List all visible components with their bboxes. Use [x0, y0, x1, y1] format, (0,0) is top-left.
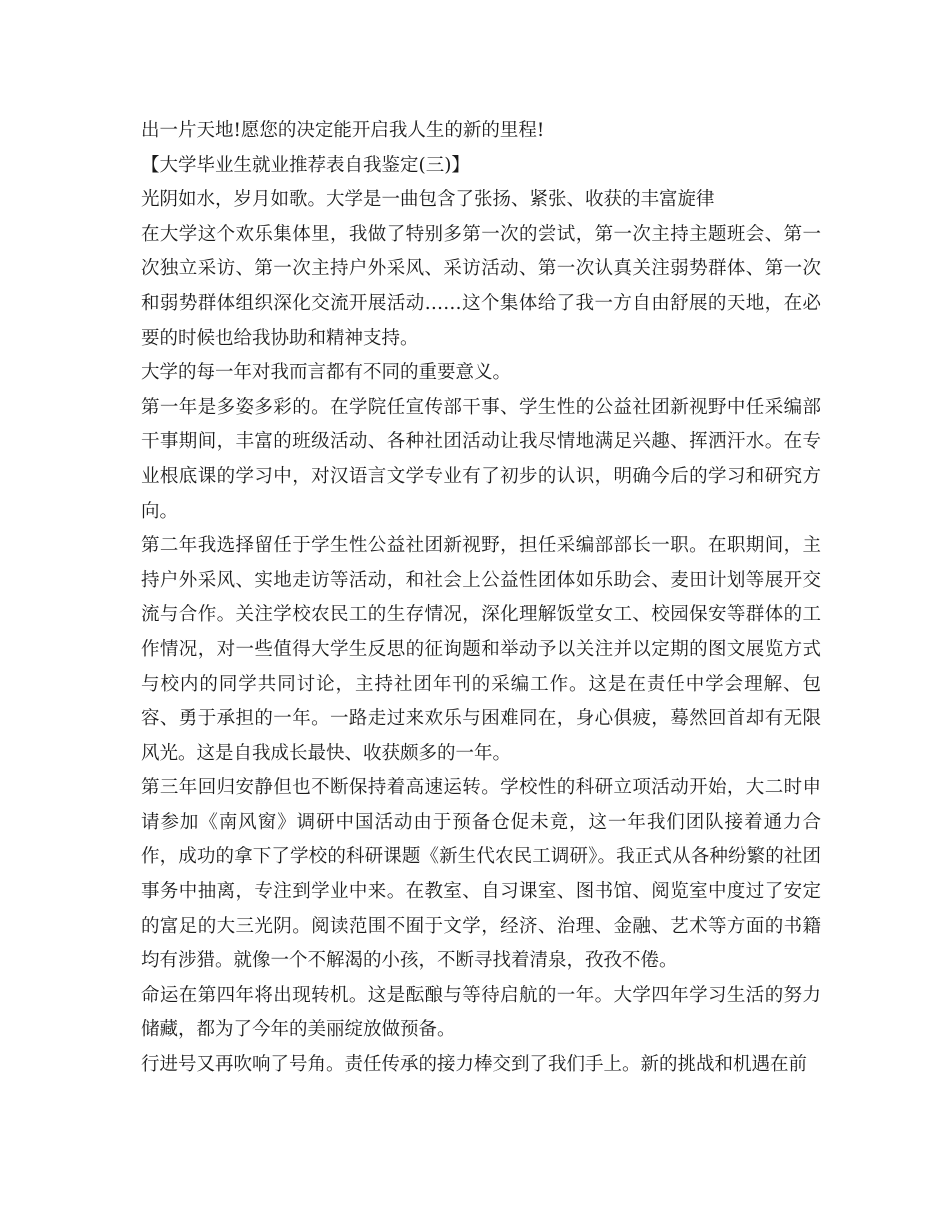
- document-body: [141, 114, 821, 1083]
- section-heading: 【大学毕业生就业推荐表自我鉴定(三)】: [141, 154, 470, 176]
- paragraph-year-two: 第二年我选择留任于学生性公益社团新视野，担任采编部部长一职。在职期间，主持户外采风、实地走访等活动，和社会上公益性团体如乐助会、麦田计划等展开交流与合作。关注学校农民工的生存情况，深化理解饭堂女工、校园保安等群体的工作情况，对一些值得大学生反思的征询题和举动予以关注并以定期的图文展览方式与校内的同学共同讨论，主持社团年刊的采编工作。这是在责任中学会理解、包容、勇于承担的一年。一路走过来欢乐与困难同在，身心俱疲，蓦然回首却有无限风光。这是自我成长最快、收获颇多的一年。: [141, 535, 821, 764]
- paragraph-each-year: 大学的每一年对我而言都有不同的重要意义。: [141, 362, 512, 384]
- paragraph-first-times: 在大学这个欢乐集体里，我做了特别多第一次的尝试，第一次主持主题班会、第一次独立采访、第一次主持户外采风、采访活动、第一次认真关注弱势群体、第一次和弱势群体组织深化交流开展活动……这个集体给了我一方自由舒展的天地，在必要的时候也给我协助和精神支持。: [141, 223, 821, 349]
- paragraph-year-four: 命运在第四年将出现转机。这是酝酿与等待启航的一年。大学四年学习生活的努力储藏，都为了今年的美丽绽放做预备。: [141, 984, 821, 1041]
- paragraph-closing-line: 出一片天地!愿您的决定能开启我人生的新的里程!: [141, 120, 545, 141]
- paragraph-year-three: 第三年回归安静但也不断保持着高速运转。学校性的科研立项活动开始，大二时申请参加《南风窗》调研中国活动由于预备仓促未竟，这一年我们团队接着通力合作，成功的拿下了学校的科研课题《新生代农民工调研》。我正式从各种纷繁的社团事务中抽离，专注到学业中来。在教室、自习课室、图书馆、阅览室中度过了安定的富足的大三光阴。阅读范围不囿于文学，经济、治理、金融、艺术等方面的书籍均有涉猎。就像一个不解渴的小孩，不断寻找着清泉，孜孜不倦。: [141, 777, 821, 972]
- paragraph-new-challenges: 行进号又再吹响了号角。责任传承的接力棒交到了我们手上。新的挑战和机遇在前: [141, 1054, 808, 1076]
- paragraph-intro: 光阴如水，岁月如歌。大学是一曲包含了张扬、紧张、收获的丰富旋律: [141, 189, 715, 211]
- paragraph-year-one: 第一年是多姿多彩的。在学院任宣传部干事、学生性的公益社团新视野中任采编部干事期间，丰富的班级活动、各种社团活动让我尽情地满足兴趣、挥洒汗水。在专业根底课的学习中，对汉语言文学专业有了初步的认识，明确今后的学习和研究方向。: [141, 396, 821, 522]
